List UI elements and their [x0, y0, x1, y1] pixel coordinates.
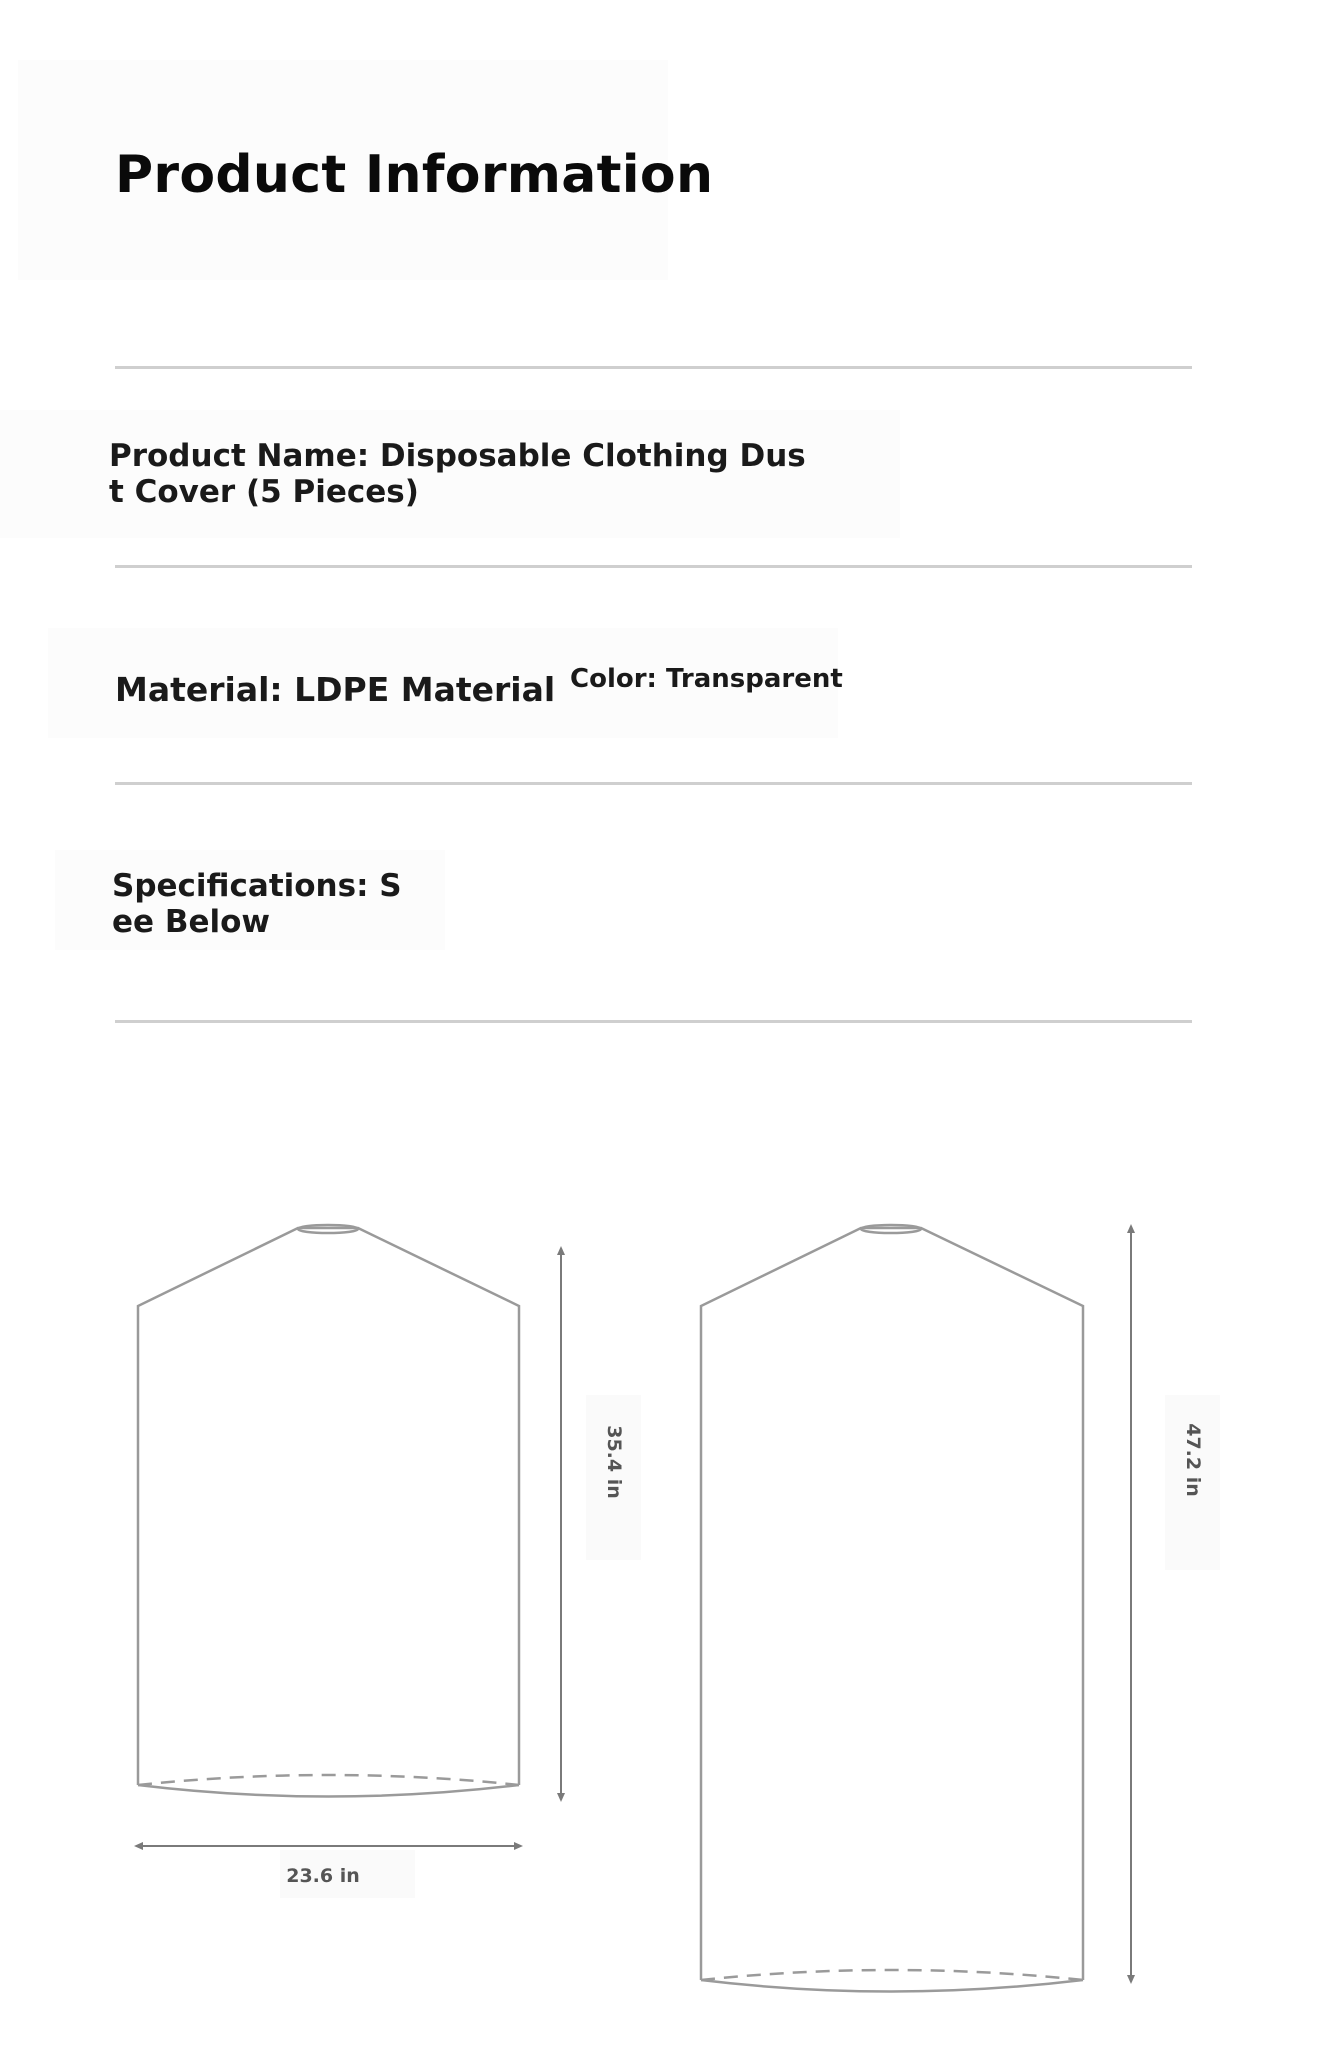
small-cover-outline	[138, 1225, 519, 1797]
large-height-label: 47.2 in	[1182, 1423, 1204, 1497]
material: Material: LDPE Material	[115, 670, 556, 709]
specifications: Specifications: See Below	[112, 868, 402, 940]
color: Color: Transparent	[570, 664, 843, 694]
product-name: Product Name: Disposable Clothing Dust Cover (5 Pieces)	[109, 438, 806, 510]
page-title: Product Information	[115, 145, 714, 205]
large-cover-outline	[701, 1225, 1083, 1992]
small-width-label: 23.6 in	[286, 1865, 360, 1887]
small-height-label: 35.4 in	[603, 1425, 625, 1499]
